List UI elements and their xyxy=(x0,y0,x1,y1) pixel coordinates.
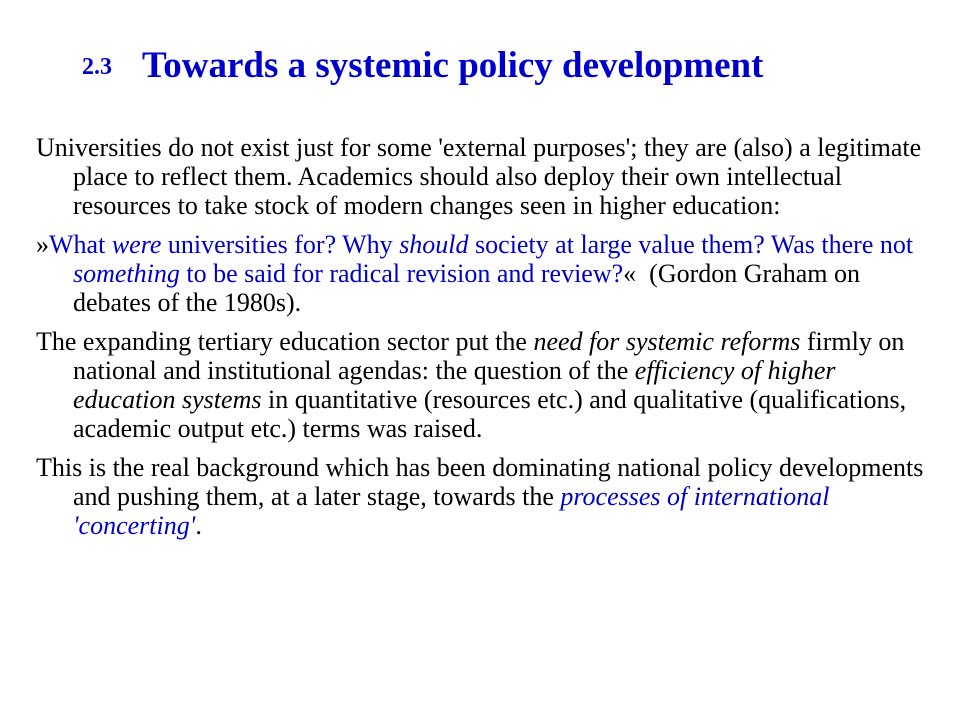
quote-emphasis: something xyxy=(73,259,180,288)
quote-segment: to be said for radical revision and review? xyxy=(179,259,624,288)
slide-title xyxy=(82,44,763,87)
quote-attribution: (Gordon Graham on debates of the 1980s). xyxy=(73,259,867,317)
emphasis-blue: processes of international 'concerting' xyxy=(73,482,830,540)
text-segment: firmly on national and institutional agendas: the question of the xyxy=(73,327,905,385)
slide-body xyxy=(36,133,932,550)
text-segment: in quantitative (resources etc.) and qualitative (qualifications, academic output etc.) terms was raised. xyxy=(73,385,907,443)
quote-emphasis: should xyxy=(399,230,469,259)
section-number: 2.3 xyxy=(82,54,112,80)
title-text: Towards a systemic policy development xyxy=(142,45,764,86)
quote-emphasis: were xyxy=(111,230,162,259)
paragraph-quote xyxy=(36,230,932,317)
paragraph-background xyxy=(36,453,932,540)
text-segment: This is the real background which has been dominating national policy developments and pushing them, at a later stage, towards the xyxy=(36,453,924,511)
quote-open-mark: » xyxy=(36,230,49,259)
paragraph-intro: Universities do not exist just for some 'external purposes'; they are (also) a legitimate place to reflect them. Academics should also deploy their own intellectual resources to take stock of modern changes seen in higher education: xyxy=(36,133,922,220)
quote-close-mark: « xyxy=(623,259,637,288)
quote-segment: universities for? Why xyxy=(161,230,400,259)
emphasis: need for systemic reforms xyxy=(533,327,801,356)
paragraph-reforms xyxy=(36,327,932,443)
text-segment: . xyxy=(195,511,202,540)
text-segment: The expanding tertiary education sector put the xyxy=(36,327,534,356)
emphasis: efficiency of higher education systems xyxy=(73,356,836,414)
quote-segment: society at large value them? Was there not xyxy=(468,230,914,259)
quote-segment: What xyxy=(49,230,112,259)
